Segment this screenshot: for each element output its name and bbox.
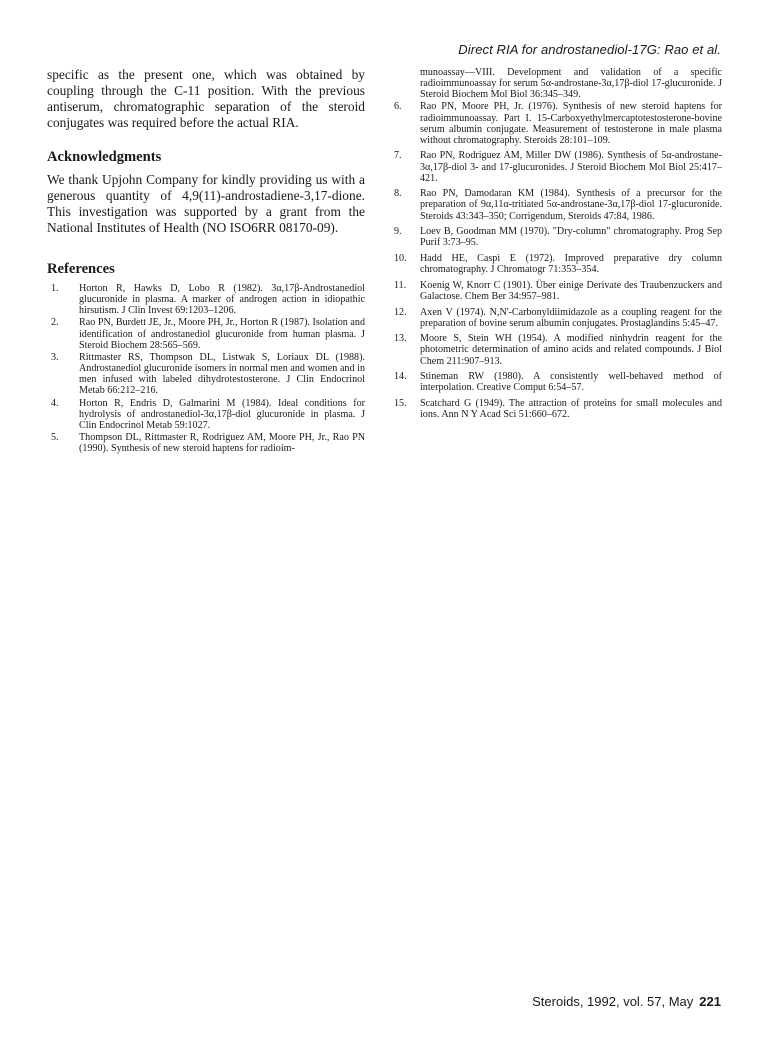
page-number: 221 [699, 994, 721, 1009]
reference-number: 4. [51, 397, 59, 409]
reference-number: 1. [51, 283, 59, 294]
reference-item [388, 188, 722, 221]
reference-text: Scatchard G (1949). The attraction of proteins for small molecules and ions. Ann N Y Acad Sci 51:660–672. [420, 397, 722, 421]
left-column [47, 67, 365, 455]
references-list-right [388, 101, 722, 420]
reference-item [388, 226, 722, 248]
reference-number: 8. [394, 188, 402, 200]
reference-item [388, 371, 722, 393]
reference-text: Axen V (1974). N,N'-Carbonyldiimidazole as a coupling reagent for the preparation of bovine serum albumin conjugates. Prostaglandins 5:45–47. [420, 306, 722, 329]
reference-number: 15. [394, 397, 407, 409]
references-list-left [47, 283, 365, 454]
reference-item [388, 333, 722, 366]
reference-number: 9. [394, 226, 402, 238]
reference-text: Rao PN, Damodaran KM (1984). Synthesis of a precursor for the preparation of 9α,11α-tritiated 5α-androstane-3α,17β-diol 17-glucuronide. Steroids 43:343–350; Corrigendum, Steroids 47:84, 1986. [420, 188, 722, 222]
reference-text: Rittmaster RS, Thompson DL, Listwak S, Loriaux DL (1988). Androstanediol glucuronide isomers in normal men and women and in men infused with labeled dihydrotestosterone. J Clin Endocrinol Metab 66:212–216. [79, 351, 365, 397]
reference-text: Hadd HE, Caspi E (1972). Improved preparative dry column chromatography. J Chromatogr 71:353–354. [420, 252, 722, 276]
reference-item [47, 352, 365, 396]
reference-item [47, 283, 365, 316]
reference-text: Loev B, Goodman MM (1970). "Dry-column" chromatography. Prog Sep Purif 3:73–95. [420, 226, 722, 249]
reference-item [47, 398, 365, 431]
reference-item [388, 150, 722, 183]
reference-text: Horton R, Hawks D, Lobo R (1982). 3α,17β-Androstanediol glucuronide in plasma. A marker of androgen action in idiopathic hirsutism. J Clin Invest 69:1203–1206. [79, 283, 365, 317]
reference-number: 11. [394, 279, 407, 291]
references-heading: References [47, 261, 115, 277]
reference-text: Rao PN, Burdett JE, Jr., Moore PH, Jr., Horton R (1987). Isolation and identification of androstanediol glucuronide from human plasma. J Steroid Biochem 28:565–569. [79, 317, 365, 351]
reference-number: 10. [394, 252, 407, 264]
reference-number: 12. [394, 306, 407, 318]
reference-item [388, 307, 722, 329]
reference-number: 3. [51, 351, 59, 363]
reference-item [388, 280, 722, 302]
acknowledgments-text: We thank Upjohn Company for kindly providing us with a generous quantity of 4,9(11)-androstadiene-3,17-dione. This investigation was supported by a grant from the National Institutes of Health (NO ISO6RR 08170-09). [47, 172, 365, 235]
reference-text: Koenig W, Knorr C (1901). Über einige Derivate des Traubenzuckers and Galactose. Chem Ber 34:957–981. [420, 279, 722, 302]
journal-citation: Steroids, 1992, vol. 57, May [532, 994, 694, 1009]
acknowledgments-heading: Acknowledgments [47, 149, 162, 165]
reference-text: Horton R, Endris D, Galmarini M (1984). Ideal conditions for hydrolysis of androstanediol-3α,17β-diol glucuronide in plasma. J Clin Endocrinol Metab 59:1027. [79, 397, 365, 431]
running-head: Direct RIA for androstanediol-17G: Rao et al. [458, 42, 721, 57]
reference-item [388, 253, 722, 275]
page-footer [532, 994, 721, 1009]
reference-text: Moore S, Stein WH (1954). A modified ninhydrin reagent for the photometric determination of amino acids and related compounds. J Biol Chem 211:907–913. [420, 333, 722, 367]
reference-number: 5. [51, 431, 59, 443]
reference-number: 6. [394, 101, 402, 113]
reference-item [388, 101, 722, 145]
reference-number: 14. [394, 371, 407, 383]
intro-paragraph: specific as the present one, which was obtained by coupling through the C-11 position. With the previous antiserum, chromatographic separation of the steroid conjugates was required before the actual RIA. [47, 67, 365, 130]
right-column [388, 67, 722, 425]
reference-text: Rao PN, Rodriguez AM, Miller DW (1986). Synthesis of 5α-androstane-3α,17β-diol 3- and 17-glucuronides. J Steroid Biochem Mol Biol 25:417–421. [420, 150, 722, 184]
reference-5-continuation: munoassay—VIII. Development and validation of a specific radioimmunoassay for serum 5α-androstane-3α,17β-diol 17-glucuronide. J Steroid Biochem Mol Biol 36:345–349. [420, 67, 722, 101]
reference-item [47, 317, 365, 350]
reference-number: 2. [51, 317, 59, 329]
reference-number: 7. [394, 150, 402, 162]
reference-text: Stineman RW (1980). A consistently well-behaved method of interpolation. Creative Comput 6:54–57. [420, 371, 722, 394]
reference-item [388, 398, 722, 420]
reference-item [47, 432, 365, 454]
reference-text: Rao PN, Moore PH, Jr. (1976). Synthesis of new steroid haptens for radioimmunoassay. Part I. 15-Carboxyethylmercaptotestosterone-bovine serum albumin conjugate. Measurement of testosterone in male plasma without chromatography. Steroids 28:101–109. [420, 101, 722, 146]
reference-number: 13. [394, 333, 407, 345]
reference-text: Thompson DL, Rittmaster R, Rodriguez AM, Moore PH, Jr., Rao PN (1990). Synthesis of new steroid haptens for radioim- [79, 431, 365, 455]
